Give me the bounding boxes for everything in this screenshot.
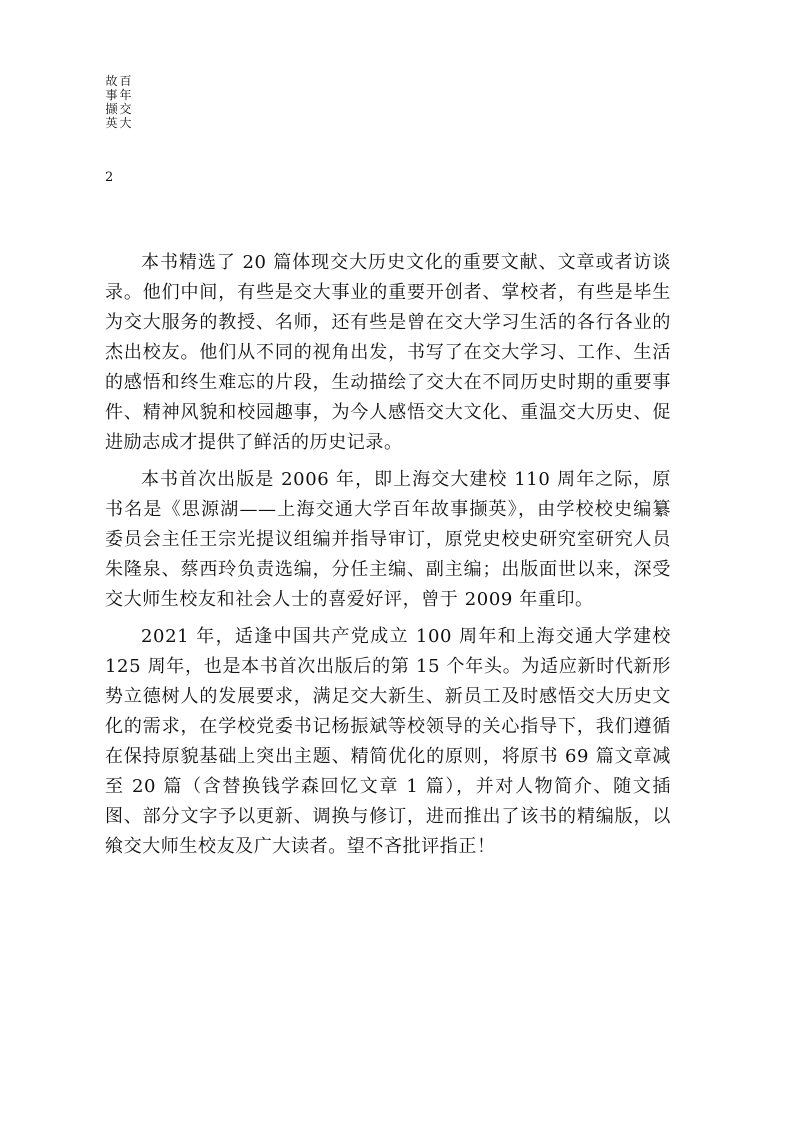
running-head-left-column — [105, 74, 118, 130]
body-text — [105, 248, 671, 869]
running-head-char: 交 — [119, 102, 132, 116]
paragraph: 2021 年，适逢中国共产党成立 100 周年和上海交通大学建校 125 周年，也是本书首次出版后的第 15 个年头。为适应新时代新形势立德树人的发展要求，满足交大新生、新员工及时感悟交大历史文化的需求，在学校党委书记杨振斌等校领导的关心指导下，我们遵循在保持原貌基础上突出主题、精简优化的原则，将原书 69 篇文章减至 20 篇（含替换钱学森回忆文章 1 篇），并对人物简介、随文插图、部分文字予以更新、调换与修订，进而推出了该书的精编版，以飨交大师生校友及广大读者。望不吝批评指正！ — [105, 626, 671, 857]
page-number: 2 — [105, 170, 114, 185]
paragraph: 本书首次出版是 2006 年，即上海交大建校 110 周年之际，原书名是《思源湖——上海交通大学百年故事撷英》，由学校校史编纂委员会主任王宗光提议组编并指导审订，原党史校史研究室研究人员朱隆泉、蔡西玲负责选编，分任主编、副主编；出版面世以来，深受交大师生校友和社会人士的喜爱好评，曾于 2009 年重印。 — [105, 469, 671, 610]
paragraph: 本书精选了 20 篇体现交大历史文化的重要文献、文章或者访谈录。他们中间，有些是交大事业的重要开创者、掌校者，有些是毕生为交大服务的教授、名师，还有些是曾在交大学习生活的各行各业的杰出校友。他们从不同的视角出发，书写了在交大学习、工作、生活的感悟和终生难忘的片段，生动描绘了交大在不同历史时期的重要事件、精神风貌和校园趣事，为今人感悟交大文化、重温交大历史、促进励志成才提供了鲜活的历史记录。 — [105, 252, 671, 453]
running-head-char: 故 — [105, 74, 118, 88]
running-head-char: 年 — [119, 88, 132, 102]
running-head-char: 英 — [105, 116, 118, 130]
running-head-right-column — [119, 74, 132, 130]
running-head-char: 事 — [105, 88, 118, 102]
running-head — [105, 74, 132, 130]
running-head-char: 撷 — [105, 102, 118, 116]
running-head-char: 大 — [119, 116, 132, 130]
running-head-char: 百 — [119, 74, 132, 88]
